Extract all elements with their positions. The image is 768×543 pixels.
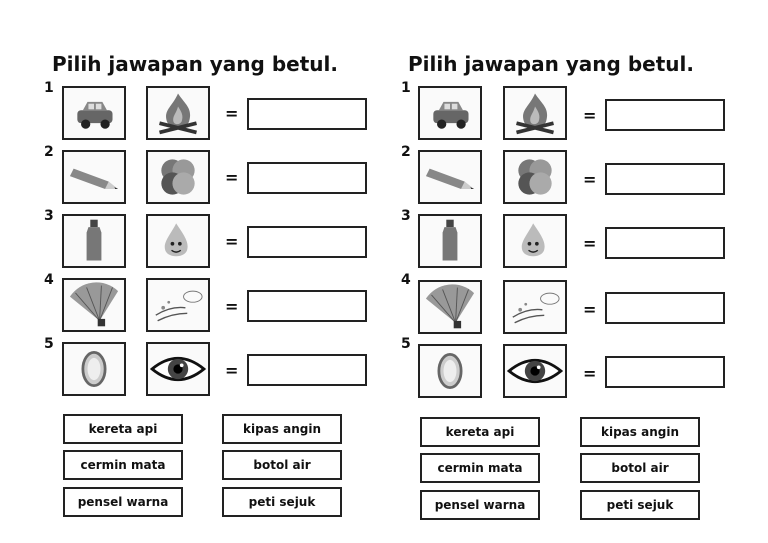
answer-option[interactable]: botol air: [222, 450, 342, 480]
car-icon: [418, 86, 482, 140]
question-number: 3: [44, 208, 54, 224]
answer-option[interactable]: kereta api: [63, 414, 183, 444]
equals-sign: =: [583, 170, 597, 189]
worksheet-title: Pilih jawapan yang betul.: [408, 52, 694, 76]
answer-box[interactable]: [247, 162, 367, 194]
answer-box[interactable]: [247, 354, 367, 386]
answer-box[interactable]: [605, 227, 725, 259]
fire-icon: [146, 86, 210, 140]
answer-option[interactable]: pensel warna: [63, 487, 183, 517]
answer-box[interactable]: [605, 292, 725, 324]
hand-fan-icon: [62, 278, 126, 332]
answer-option[interactable]: peti sejuk: [222, 487, 342, 517]
car-icon: [62, 86, 126, 140]
mirror-icon: [62, 342, 126, 396]
answer-box[interactable]: [247, 98, 367, 130]
fire-icon: [503, 86, 567, 140]
answer-option[interactable]: kipas angin: [222, 414, 342, 444]
question-number: 2: [44, 144, 54, 160]
worksheet-title: Pilih jawapan yang betul.: [52, 52, 338, 76]
question-number: 4: [401, 272, 411, 288]
eye-icon: [146, 342, 210, 396]
wind-icon: [503, 280, 567, 334]
question-number: 1: [401, 80, 411, 96]
answer-box[interactable]: [605, 163, 725, 195]
bottle-icon: [62, 214, 126, 268]
question-number: 5: [401, 336, 411, 352]
equals-sign: =: [225, 168, 239, 187]
water-drop-icon: [503, 214, 567, 268]
question-number: 4: [44, 272, 54, 288]
equals-sign: =: [583, 364, 597, 383]
answer-option[interactable]: kereta api: [420, 417, 540, 447]
answer-option[interactable]: cermin mata: [420, 453, 540, 483]
answer-box[interactable]: [247, 226, 367, 258]
answer-box[interactable]: [605, 356, 725, 388]
pencil-icon: [418, 150, 482, 204]
equals-sign: =: [583, 106, 597, 125]
answer-box[interactable]: [247, 290, 367, 322]
question-number: 1: [44, 80, 54, 96]
equals-sign: =: [225, 361, 239, 380]
question-number: 5: [44, 336, 54, 352]
hand-fan-icon: [418, 280, 482, 334]
answer-box[interactable]: [605, 99, 725, 131]
equals-sign: =: [583, 234, 597, 253]
wind-icon: [146, 278, 210, 332]
water-drop-icon: [146, 214, 210, 268]
question-number: 2: [401, 144, 411, 160]
eye-icon: [503, 344, 567, 398]
answer-option[interactable]: kipas angin: [580, 417, 700, 447]
answer-option[interactable]: cermin mata: [63, 450, 183, 480]
equals-sign: =: [225, 104, 239, 123]
answer-option[interactable]: peti sejuk: [580, 490, 700, 520]
equals-sign: =: [583, 300, 597, 319]
pencil-icon: [62, 150, 126, 204]
mirror-icon: [418, 344, 482, 398]
bottle-icon: [418, 214, 482, 268]
equals-sign: =: [225, 232, 239, 251]
answer-option[interactable]: botol air: [580, 453, 700, 483]
equals-sign: =: [225, 297, 239, 316]
colour-blob-icon: [503, 150, 567, 204]
question-number: 3: [401, 208, 411, 224]
answer-option[interactable]: pensel warna: [420, 490, 540, 520]
colour-blob-icon: [146, 150, 210, 204]
